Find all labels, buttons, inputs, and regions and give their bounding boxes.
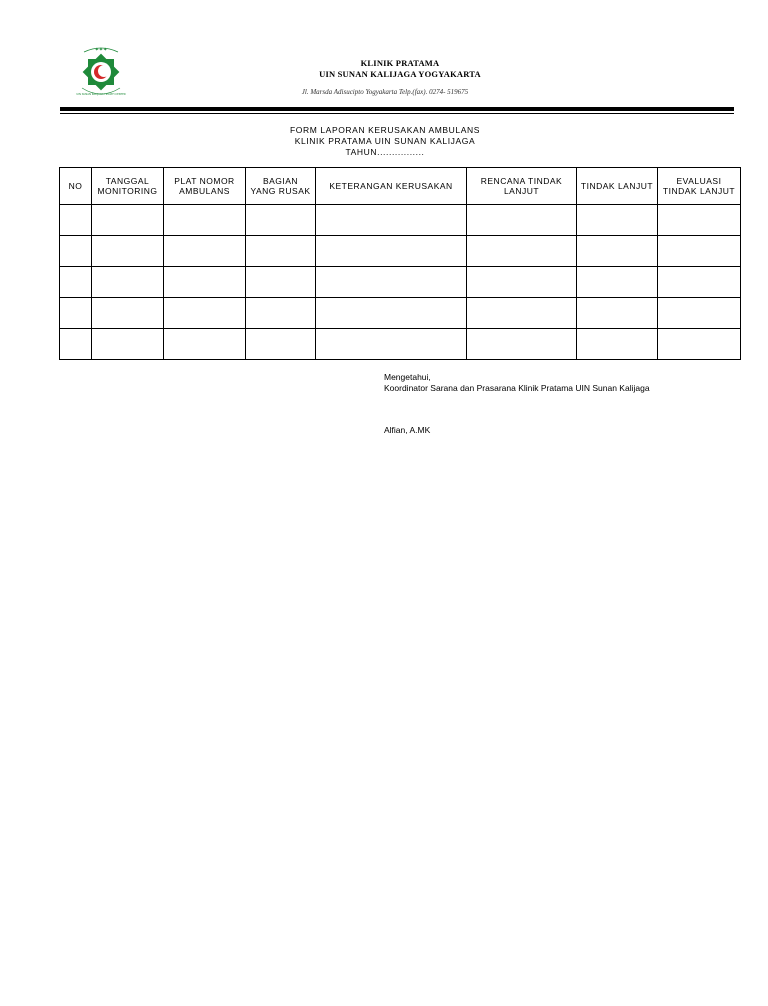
table-cell[interactable] bbox=[658, 329, 741, 360]
col-header-no: NO bbox=[60, 168, 92, 205]
table-row bbox=[60, 267, 741, 298]
col-header-bagian: BAGIAN YANG RUSAK bbox=[246, 168, 316, 205]
table-cell[interactable] bbox=[316, 236, 467, 267]
table-cell[interactable] bbox=[246, 298, 316, 329]
table-cell[interactable] bbox=[60, 236, 92, 267]
table-cell[interactable] bbox=[467, 329, 577, 360]
table-cell[interactable] bbox=[164, 329, 246, 360]
table-header-row bbox=[60, 168, 741, 205]
university-name: UIN SUNAN KALIJAGA YOGYAKARTA bbox=[319, 69, 481, 79]
table-cell[interactable] bbox=[60, 267, 92, 298]
table-cell[interactable] bbox=[316, 267, 467, 298]
table-row bbox=[60, 205, 741, 236]
table-cell[interactable] bbox=[658, 298, 741, 329]
table-cell[interactable] bbox=[92, 298, 164, 329]
table-cell[interactable] bbox=[164, 236, 246, 267]
table-cell[interactable] bbox=[92, 329, 164, 360]
table-cell[interactable] bbox=[60, 205, 92, 236]
signer-position: Koordinator Sarana dan Prasarana Klinik Pratama UIN Sunan Kalijaga bbox=[384, 383, 650, 393]
form-title: FORM LAPORAN KERUSAKAN AMBULANS bbox=[289, 125, 481, 135]
table-cell[interactable] bbox=[577, 267, 658, 298]
table-row bbox=[60, 236, 741, 267]
table-cell[interactable] bbox=[467, 205, 577, 236]
clinic-address: Jl. Marsda Adisucipto Yogyakarta Telp.(fax). 0274- 519675 bbox=[301, 88, 469, 96]
table-cell[interactable] bbox=[92, 236, 164, 267]
table-cell[interactable] bbox=[577, 205, 658, 236]
svg-text:UIN SUNAN KALIJAGA HEALTH CENT: UIN SUNAN KALIJAGA HEALTH CENTER bbox=[76, 93, 126, 96]
acknowledged-label: Mengetahui, bbox=[384, 372, 431, 382]
col-header-tindak: TINDAK LANJUT bbox=[577, 168, 658, 205]
table-cell[interactable] bbox=[316, 329, 467, 360]
table-cell[interactable] bbox=[577, 298, 658, 329]
table-row bbox=[60, 329, 741, 360]
col-header-plat: PLAT NOMOR AMBULANS bbox=[164, 168, 246, 205]
table-cell[interactable] bbox=[658, 205, 741, 236]
col-header-keterangan: KETERANGAN KERUSAKAN bbox=[316, 168, 467, 205]
table-cell[interactable] bbox=[164, 298, 246, 329]
table-cell[interactable] bbox=[246, 329, 316, 360]
svg-text:✦✦✦: ✦✦✦ bbox=[94, 47, 108, 53]
clinic-name: KLINIK PRATAMA bbox=[360, 58, 440, 68]
table-row bbox=[60, 298, 741, 329]
table-cell[interactable] bbox=[246, 205, 316, 236]
col-header-evaluasi: EVALUASI TINDAK LANJUT bbox=[658, 168, 741, 205]
form-subtitle: KLINIK PRATAMA UIN SUNAN KALIJAGA bbox=[294, 136, 476, 146]
table-cell[interactable] bbox=[467, 236, 577, 267]
table-cell[interactable] bbox=[164, 267, 246, 298]
col-header-rencana: RENCANA TINDAK LANJUT bbox=[467, 168, 577, 205]
header-rule-thick bbox=[60, 107, 734, 111]
clinic-logo bbox=[76, 42, 126, 98]
table-cell[interactable] bbox=[246, 236, 316, 267]
form-year: TAHUN................ bbox=[345, 147, 425, 157]
table-cell[interactable] bbox=[60, 298, 92, 329]
signer-name: Alfian, A.MK bbox=[384, 425, 431, 435]
table-cell[interactable] bbox=[467, 267, 577, 298]
table-cell[interactable] bbox=[577, 329, 658, 360]
table-cell[interactable] bbox=[246, 267, 316, 298]
table-cell[interactable] bbox=[316, 298, 467, 329]
table-cell[interactable] bbox=[92, 205, 164, 236]
table-cell[interactable] bbox=[60, 329, 92, 360]
table-cell[interactable] bbox=[658, 267, 741, 298]
table-cell[interactable] bbox=[92, 267, 164, 298]
col-header-tanggal: TANGGAL MONITORING bbox=[92, 168, 164, 205]
table-cell[interactable] bbox=[467, 298, 577, 329]
report-table bbox=[59, 167, 741, 360]
table-cell[interactable] bbox=[577, 236, 658, 267]
table-cell[interactable] bbox=[316, 205, 467, 236]
header-rule-thin bbox=[60, 113, 734, 114]
table-cell[interactable] bbox=[658, 236, 741, 267]
table-cell[interactable] bbox=[164, 205, 246, 236]
